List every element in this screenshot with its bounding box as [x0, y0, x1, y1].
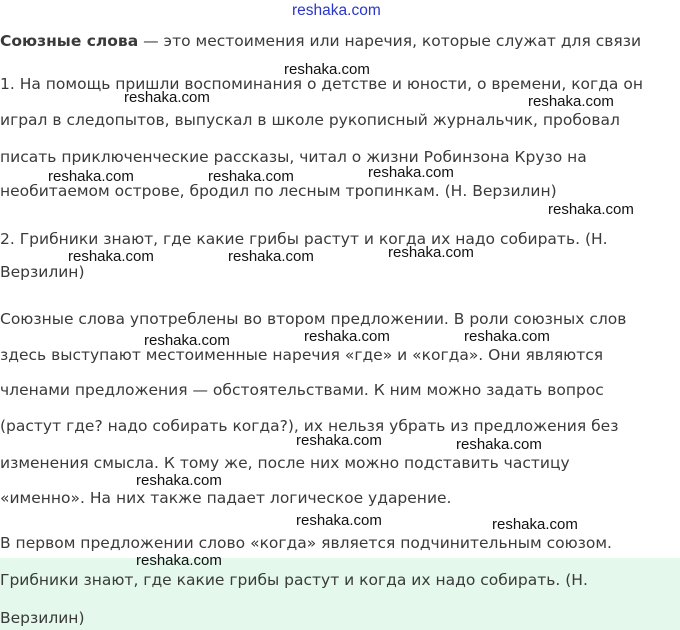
example1-line-1: 1. На помощь пришли воспоминания о детстве и юности, о времени, когда он — [0, 75, 643, 93]
watermark: reshaka.com — [388, 244, 474, 261]
intro-line — [0, 31, 641, 51]
watermark: reshaka.com — [136, 552, 222, 569]
watermark: reshaka.com — [208, 168, 294, 185]
explanation-line-5: изменения смысла. К тому же, после них можно подставить частицу — [0, 454, 570, 472]
intro-term: Союзные слова — [0, 32, 139, 50]
explanation-line-2: здесь выступают местоименные наречия «где» и «когда». Они являются — [0, 346, 604, 364]
watermark: reshaka.com — [228, 248, 314, 265]
example1-line-2: играл в следопытов, выпускал в школе рукописный журнальчик, пробовал — [0, 111, 620, 129]
example1-line-3: писать приключенческие рассказы, читал о жизни Робинзона Крузо на — [0, 148, 587, 166]
watermark: reshaka.com — [284, 61, 370, 78]
intro-rest: — это местоимения или наречия, которые служат для связи — [138, 32, 642, 50]
watermark: reshaka.com — [68, 248, 154, 265]
highlight-line-1: Грибники знают, где какие грибы растут и когда их надо собирать. (Н. — [0, 571, 588, 589]
watermark-top: reshaka.com — [292, 2, 381, 19]
conclusion-line: В первом предложении слово «когда» является подчинительным союзом. — [0, 534, 612, 552]
watermark: reshaka.com — [464, 328, 550, 345]
example1-line-4: необитаемом острове, бродил по лесным тропинкам. (Н. Верзилин) — [0, 182, 557, 200]
watermark: reshaka.com — [304, 328, 390, 345]
watermark: reshaka.com — [456, 436, 542, 453]
watermark: reshaka.com — [136, 472, 222, 489]
watermark: reshaka.com — [548, 201, 634, 218]
watermark: reshaka.com — [528, 93, 614, 110]
watermark: reshaka.com — [296, 512, 382, 529]
highlight-line-2: Верзилин) — [0, 609, 85, 627]
example2-line-2: Верзилин) — [0, 263, 85, 281]
highlighted-answer-box — [0, 558, 680, 630]
watermark: reshaka.com — [296, 432, 382, 449]
watermark: reshaka.com — [124, 89, 210, 106]
watermark: reshaka.com — [144, 332, 230, 349]
watermark: reshaka.com — [492, 516, 578, 533]
example2-line-1: 2. Грибники знают, где какие грибы растут и когда их надо собирать. (Н. — [0, 230, 608, 248]
watermark: reshaka.com — [48, 168, 134, 185]
watermark: reshaka.com — [368, 164, 454, 181]
explanation-line-1: Союзные слова употреблены во втором предложении. В роли союзных слов — [0, 310, 627, 328]
explanation-line-3: членами предложения — обстоятельствами. К ним можно задать вопрос — [0, 381, 604, 399]
explanation-line-6: «именно». На них также падает логическое ударение. — [0, 489, 452, 507]
explanation-line-4: (растут где? надо собирать когда?), их нельзя убрать из предложения без — [0, 417, 619, 435]
